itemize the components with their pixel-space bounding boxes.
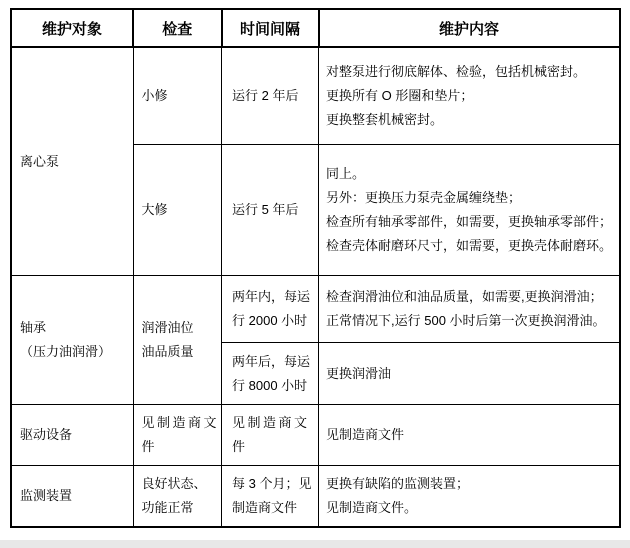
- cell-text: 见制造商文件。: [326, 500, 418, 516]
- cell-text: 更换所有 O 形圈和垫片；: [326, 88, 474, 104]
- cell-text: （压力油润滑）: [20, 344, 112, 359]
- cell-text: 制造商文件: [232, 500, 298, 516]
- cell-text: 同上。: [326, 166, 366, 181]
- cell-text: 见制造商文件: [326, 427, 405, 442]
- cell-text: 运行 5 年后: [232, 202, 299, 217]
- cell-text: 件: [232, 439, 248, 454]
- cell-text: 件: [141, 439, 158, 454]
- cell-text: 两年后，每运: [232, 353, 311, 369]
- page-bottom-margin: [0, 540, 630, 548]
- cell-content-see-manufacturer-doc: [319, 404, 620, 465]
- cell-content-major-repair: [319, 144, 620, 275]
- cell-text: 对整泵进行彻底解体、检验，包括机械密封。: [326, 64, 587, 80]
- cell-text: 更换整套机械密封。: [326, 112, 444, 128]
- cell-object-monitoring-device: [11, 465, 133, 527]
- cell-text: 轴承: [20, 320, 47, 335]
- table-row-minor-repair: [11, 47, 620, 144]
- cell-interval-2-years: [222, 47, 319, 144]
- cell-check-see-manufacturer-doc: [133, 404, 222, 465]
- cell-text: 见制造商文: [141, 415, 220, 430]
- cell-text: 检查所有轴承零部件，如需要，更换轴承零部件；: [326, 214, 613, 229]
- cell-content-check-oil: [319, 275, 620, 342]
- cell-text: 更换润滑油: [326, 365, 392, 381]
- cell-text: 正常情况下,运行 500 小时后第一次更换润滑油。: [326, 313, 606, 328]
- cell-interval-see-manufacturer-doc: [222, 404, 319, 465]
- cell-text: 检查润滑油位和油品质量，如需要,更换润滑油；: [326, 289, 603, 304]
- header-maintenance-content: 维护内容: [319, 9, 620, 47]
- cell-interval-8000-hours: [222, 342, 319, 404]
- cell-object-bearing: [11, 275, 133, 404]
- cell-text: 两年内，每运: [232, 289, 311, 304]
- cell-object-drive-equipment: [11, 404, 133, 465]
- cell-text: 行 8000 小时: [232, 377, 308, 393]
- header-row: [11, 9, 620, 47]
- cell-text: 润滑油位: [141, 320, 194, 335]
- cell-text: 良好状态、: [141, 476, 207, 492]
- cell-text: 油品质量: [141, 344, 194, 359]
- cell-check-minor-repair: [133, 47, 222, 144]
- table-row-drive-equipment: [11, 404, 620, 465]
- cell-text: 见制造商文: [232, 415, 310, 430]
- cell-text: 大修: [141, 202, 168, 217]
- maintenance-table: [10, 8, 621, 528]
- cell-text: 小修: [141, 88, 168, 104]
- header-maintenance-object: 维护对象: [11, 9, 133, 47]
- cell-text: 离心泵: [20, 153, 60, 169]
- header-inspection: 检查: [133, 9, 222, 47]
- cell-check-good-condition: [133, 465, 222, 527]
- cell-text: 运行 2 年后: [232, 88, 299, 104]
- table-row-monitoring-device: [11, 465, 620, 527]
- cell-interval-2000-hours: [222, 275, 319, 342]
- cell-content-change-oil: [319, 342, 620, 404]
- cell-text: 功能正常: [141, 500, 194, 516]
- cell-check-oil-level-quality: [133, 275, 222, 404]
- cell-text: 监测装置: [20, 488, 73, 504]
- header-time-interval: 时间间隔: [222, 9, 319, 47]
- cell-interval-5-years: [222, 144, 319, 275]
- table-row-bearing-2000h: [11, 275, 620, 342]
- cell-interval-every-3-months: [222, 465, 319, 527]
- cell-text: 另外：更换压力泵壳金属缠绕垫；: [326, 190, 522, 205]
- cell-text: 检查壳体耐磨环尺寸，如需要，更换壳体耐磨环。: [326, 238, 613, 253]
- cell-text: 行 2000 小时: [232, 313, 308, 328]
- cell-text: 更换有缺陷的监测装置；: [326, 476, 470, 492]
- cell-content-minor-repair: [319, 47, 620, 144]
- cell-content-replace-defective: [319, 465, 620, 527]
- cell-check-major-repair: [133, 144, 222, 275]
- cell-text: 驱动设备: [20, 427, 73, 442]
- cell-text: 每 3 个月；见: [232, 476, 312, 492]
- cell-object-centrifugal-pump: [11, 47, 133, 275]
